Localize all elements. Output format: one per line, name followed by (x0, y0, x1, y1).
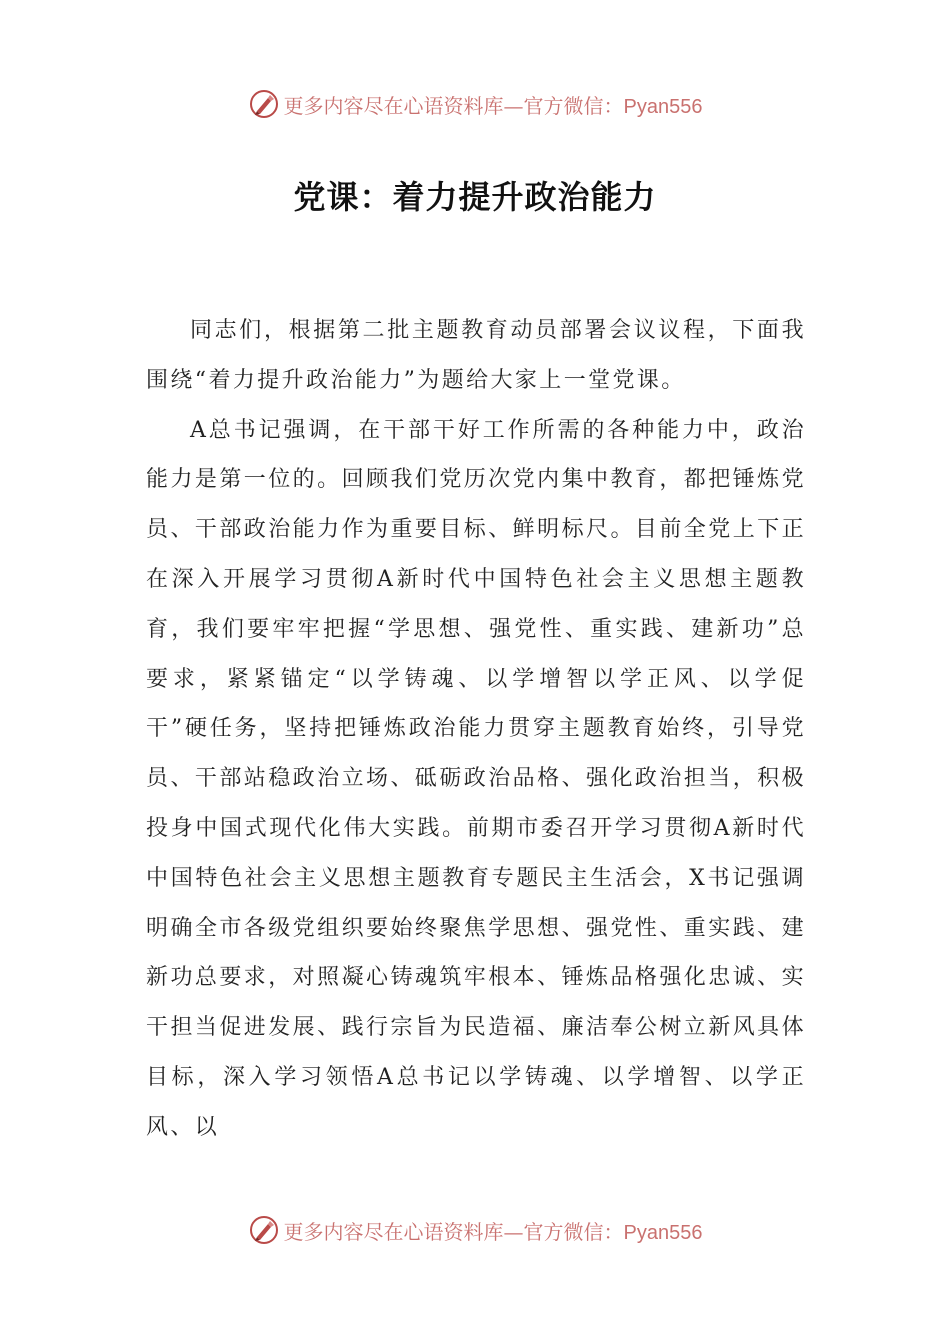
watermark-site: 更多内容尽在心语资料库—官方微信： (283, 93, 624, 118)
watermark-wechat-id: Pyan556 (623, 95, 703, 118)
paragraph: A总书记强调，在干部干好工作所需的各种能力中，政治能力是第一位的。回顾我们党历次党内集中教育，都把锤炼党员、干部政治能力作为重要目标、鲜明标尺。目前全党上下正在深入开展学习贯彻A新时代中国特色社会主义思想主题教育，我们要牢牢把握“学思想、强党性、重实践、建新功”总要求，紧紧锚定“以学铸魂、以学增智以学正风、以学促干”硬任务，坚持把锤炼政治能力贯穿主题教育始终，引导党员、干部站稳政治立场、砥砺政治品格、强化政治担当，积极投身中国式现代化伟大实践。前期市委召开学习贯彻A新时代中国特色社会主义思想主题教育专题民主生活会，X书记强调明确全市各级党组织要始终聚焦学思想、强党性、重实践、建新功总要求，对照凝心铸魂筑牢根本、锤炼品格强化忠诚、实干担当促进发展、践行宗旨为民造福、廉洁奉公树立新风具体目标，深入学习领悟A总书记以学铸魂、以学增智、以学正风、以 (146, 417, 806, 1140)
document-body (146, 306, 806, 1153)
pen-logo-icon (248, 1214, 280, 1246)
watermark-text (284, 90, 703, 119)
document-title: 党课：着力提升政治能力 (293, 178, 657, 216)
watermark-footer (0, 1210, 950, 1250)
paragraph: 同志们，根据第二批主题教育动员部署会议议程，下面我围绕“着力提升政治能力”为题给大家上一堂党课。 (146, 318, 806, 393)
watermark-site: 更多内容尽在心语资料库—官方微信： (283, 1219, 624, 1244)
watermark-wechat-id: Pyan556 (623, 1221, 703, 1244)
watermark-text (284, 1216, 703, 1245)
pen-logo-icon (248, 88, 280, 120)
watermark-header (0, 84, 950, 124)
